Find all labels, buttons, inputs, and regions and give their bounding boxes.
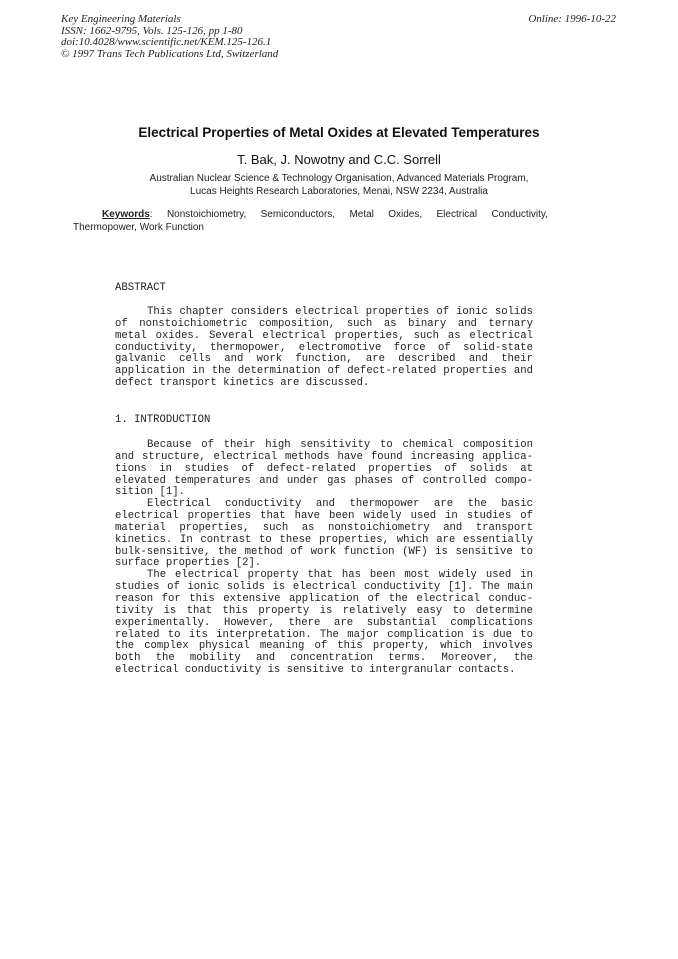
intro-line: experimentally. However, there are substantial complications [115,616,533,629]
intro-line: electrical properties that have been widely used in studies of [115,510,533,523]
abstract-line: defect transport kinetics are discussed. [115,377,370,390]
doi-line: doi:10.4028/www.scientific.net/KEM.125-126.1 [61,36,272,48]
keywords-line-1 [102,208,548,221]
intro-line: reason for this extensive application of the electrical conduc- [115,592,533,605]
keywords-label: Keywords [102,209,150,220]
copyright-line: © 1997 Trans Tech Publications Ltd, Switzerland [61,47,279,60]
intro-line: electrical conductivity is sensitive to intergranular contacts. [115,664,516,677]
intro-line: both the mobility and concentration terms. Moreover, the [115,652,533,665]
intro-line: sition [1]. [115,486,185,499]
abstract-line: metal oxides. Several electrical properties, such as electrical [115,329,533,342]
keyword-item: Nonstoichiometry, [166,209,247,220]
intro-line: surface properties [2]. [115,557,262,570]
paper-title: Electrical Properties of Metal Oxides at Elevated Temperatures [138,125,540,140]
affiliation-line-2: Lucas Heights Research Laboratories, Menai, NSW 2234, Australia [190,186,488,197]
introduction-heading: 1. INTRODUCTION [115,414,211,426]
keywords-label-wrap: Keywords: [102,209,153,220]
keyword-item: Metal [349,209,374,220]
authors: T. Bak, J. Nowotny and C.C. Sorrell [237,152,441,167]
intro-line: kinetics. In contrast to these properties, which are essentially [115,533,533,546]
abstract-line: This chapter considers electrical properties of ionic solids [147,306,533,318]
keyword-item: Conductivity, [491,209,548,220]
introduction-body [115,440,533,677]
abstract-line: of nonstoichiometric composition, such as binary and ternary [115,317,533,330]
affiliation-line-1: Australian Nuclear Science & Technology Organisation, Advanced Materials Program, [149,173,529,184]
intro-line: The electrical property that has been most widely used in [147,569,533,582]
abstract-line: conductivity, thermopower, electromotive force of solid-state [115,341,533,354]
abstract-body [115,307,533,390]
intro-line: bulk-sensitive, the method of work function (WF) is sensitive to [115,545,533,558]
intro-line: elevated temperatures and under gas phases of controlled compo- [115,474,533,487]
affiliation [0,172,678,198]
keywords [73,208,548,234]
intro-line: and structure, electrical methods have found increasing applica- [115,450,533,463]
abstract-line: application in the determination of defect-related properties and [115,365,533,378]
abstract-line: galvanic cells and work function, are described and their [115,353,533,366]
intro-line: studies of ionic solids is electrical conductivity [1]. The main [115,581,533,594]
issn-line: ISSN: 1662-9795, Vols. 125-126, pp 1-80 [61,24,243,37]
keyword-item: Oxides, [388,209,423,220]
online-date: Online: 1996-10-22 [528,13,616,25]
intro-line: material properties, such as nonstoichiometry and transport [115,521,533,534]
keywords-line-2: Thermopower, Work Function [73,222,204,233]
abstract-heading: ABSTRACT [115,282,166,294]
keyword-item: Semiconductors, [260,209,336,220]
journal-name: Key Engineering Materials [61,13,181,25]
intro-line: the complex physical meaning of this property, which involves [115,640,533,653]
intro-line: Because of their high sensitivity to chemical composition [147,439,533,451]
intro-line: tions in studies of defect-related properties of solids at [115,462,533,475]
intro-line: Electrical conductivity and thermopower are the basic [147,498,533,511]
intro-line: related to its interpretation. The major complication is due to [115,628,533,641]
intro-line: tivity is that this property is relatively easy to determine [115,604,533,617]
keyword-item: Electrical [436,209,478,220]
